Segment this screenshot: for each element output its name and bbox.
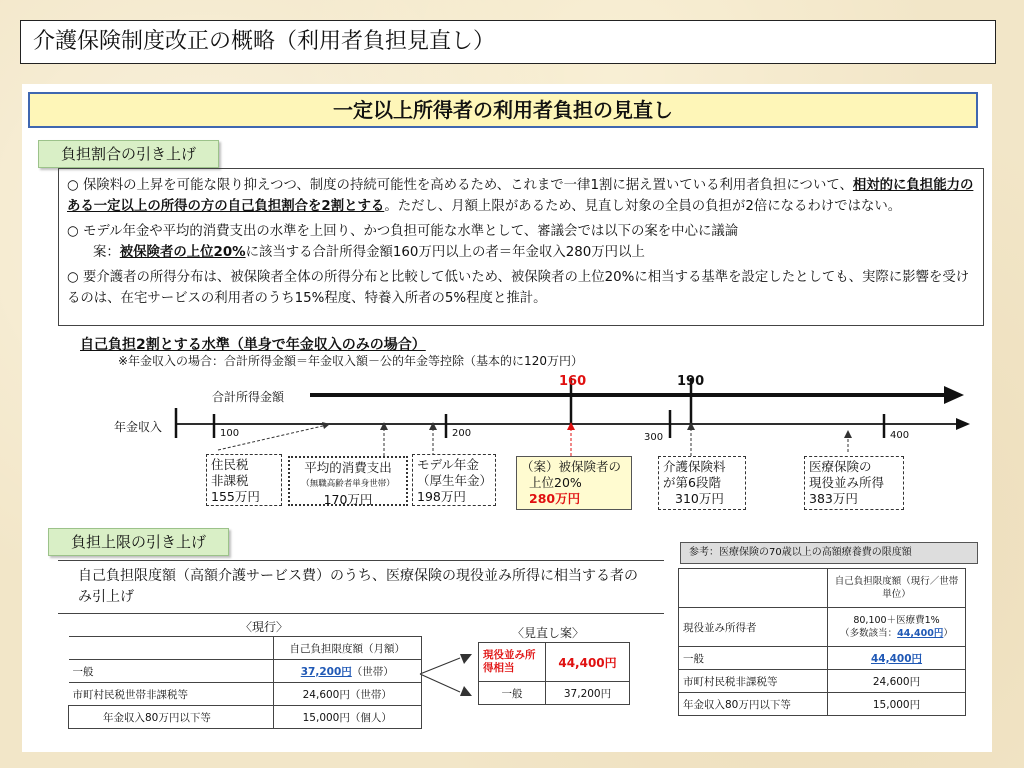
current-row-value: 24,600円（世帯） [273,683,422,706]
reference-caption: 参考：医療保険の70歳以上の高額療養費の限度額 [680,542,978,564]
reference-general-value: 44,400円 [870,652,923,665]
reference-row-label: 一般 [679,647,828,670]
box-medical-active-l1: 医療保険の [809,459,872,474]
box-avg-consumption [288,456,408,506]
tick-label-100: 100 [220,428,240,439]
reference-active-value1: 80,100＋医療費1% [853,615,940,626]
review-row-label: 現役並み所得相当 [479,643,546,682]
box-model-pension-l2: （厚生年金） [417,473,493,488]
arrow-head-1 [460,654,472,664]
bullet-1-underlined: 相対的に負担能力のある一定以上の所得の方の自己負担割合を2割とする [67,178,974,214]
reference-row-value [828,647,966,670]
review-table [478,642,630,705]
tick-label-200: 200 [452,428,472,439]
reference-row-label: 年金収入80万円以下等 [679,693,828,716]
box-resident-tax [206,454,282,506]
bullet-2-line1: ○ モデル年金や平均的消費支出の水準を上回り、かつ負担可能な水準として、審議会では以下の案を中心に議論 [67,224,739,239]
table-cell [679,569,828,608]
proposal-prefix: 案： [93,245,120,260]
connector-383-arrow [844,430,852,438]
box-medical-active [804,456,904,510]
table-row [679,647,966,670]
table-row [69,706,422,729]
box-resident-tax-l3: 155万円 [211,489,260,504]
current-row-value: 15,000円（個人） [273,706,422,729]
tick-label-400: 400 [890,430,910,441]
box-avg-consumption-l3: 170万円 [323,492,373,507]
box-model-pension [412,454,496,506]
bullet-1-post: 。ただし、月額上限があるため、見直し対象の全員の負担が2倍になるわけではない。 [384,199,902,214]
reference-active-value2 [832,627,961,640]
banner-heading: 一定以上所得者の利用者負担の見直し [28,92,978,128]
review-row-label: 一般 [479,682,546,705]
current-general-value: 37,200円 [300,665,352,678]
section-tag-ratio: 負担割合の引き上げ [38,140,219,168]
box-resident-tax-l2: 非課税 [211,473,249,488]
pension-axis-arrowhead [956,418,970,430]
reference-active-pre: （多数該当： [840,628,898,639]
review-table-caption: 〈見直し案〉 [512,626,585,640]
current-row-label: 市町村民税世帯非課税等 [69,683,274,706]
income-axis-label: 合計所得金額 [212,390,285,404]
scale-heading: 自己負担2割とする水準（単身で年金収入のみの場合） [80,337,426,353]
reference-header: 自己負担限度額（現行／世帯単位） [828,569,966,608]
pension-axis-label: 年金収入 [114,420,163,434]
current-table-caption: 〈現行〉 [240,620,289,634]
box-care-premium-l3: 310万円 [675,491,724,506]
box-proposal-l1: （案）被保険者の [521,459,622,474]
box-model-pension-l1: モデル年金 [417,457,479,472]
box-medical-active-l2: 現役並み所得 [809,475,885,490]
scale-note: ※年金収入の場合：合計所得金額＝年金収入額－公的年金等控除（基本的に120万円） [118,354,583,368]
mark-190-label: 190 [677,374,705,389]
table-row [679,608,966,647]
reference-row-label: 現役並み所得者 [679,608,828,647]
table-row [679,569,966,608]
box-proposal-l3: 280万円 [529,491,581,506]
proposal-underlined: 被保険者の上位20% [119,245,246,260]
review-row-value: 44,400円 [546,643,630,682]
reference-active-bold: 44,400円 [897,628,944,639]
table-cell [69,637,274,660]
box-avg-consumption-l1: 平均的消費支出 [304,460,392,475]
box-care-premium-l2: が第6段階 [663,475,721,490]
limit-description: 自己負担限度額（高額介護サービス費）のうち、医療保険の現役並み所得に相当する者のみ引上げ [58,560,664,614]
review-row-value: 37,200円 [546,682,630,705]
box-proposal [516,456,632,510]
reference-row-value [828,608,966,647]
content-panel [22,84,992,752]
table-row [679,693,966,716]
current-row-label: 一般 [69,660,274,683]
table-row [69,683,422,706]
arrow-head-2 [460,686,472,696]
slide-title: 介護保険制度改正の概略（利用者負担見直し） [20,20,996,64]
reference-row-value: 15,000円 [828,693,966,716]
arrow-to-review-2 [420,674,460,692]
bullet-3: ○ 要介護者の所得分布は、被保険者全体の所得分布と比較して低いため、被保険者の上位20%に相当する基準を設定したとしても、実際に影響を受けるのは、在宅サービスの利用者のうち15%程度、特養入所者の5%程度と推計。 [67,270,970,306]
reference-row-label: 市町村民税非課税等 [679,670,828,693]
arrow-to-review-1 [420,658,460,674]
current-row-label: 年金収入80万円以下等 [69,706,274,729]
reference-table [678,568,966,716]
box-care-premium-l1: 介護保険料 [663,459,726,474]
box-care-premium [658,456,746,510]
box-medical-active-l3: 383万円 [809,491,858,506]
reference-row-value: 24,600円 [828,670,966,693]
table-row [479,682,630,705]
box-avg-consumption-l2: （無職高齢者単身世帯） [301,479,395,489]
reference-active-post: ） [943,628,953,639]
table-row [69,660,422,683]
table-row [479,643,630,682]
connector-155-arrow [322,422,330,429]
table-row [679,670,966,693]
mark-160-label: 160 [559,374,587,389]
box-proposal-l2: 上位20% [529,475,582,490]
current-row-value [273,660,422,683]
current-table-header: 自己負担限度額（月額） [273,637,422,660]
income-axis-arrowhead [944,386,964,404]
bullet-1-pre: ○ 保険料の上昇を可能な限り抑えつつ、制度の持続可能性を高めるため、これまで一律1割に据え置いている利用者負担について、 [67,178,853,193]
box-resident-tax-l1: 住民税 [211,457,249,472]
current-general-unit: （世帯） [351,665,394,678]
section-tag-limit: 負担上限の引き上げ [48,528,229,556]
box-model-pension-l3: 198万円 [417,489,466,504]
proposal-post: に該当する合計所得金額160万円以上の者＝年金収入280万円以上 [245,245,645,260]
tick-label-300: 300 [644,432,664,443]
current-table [68,636,422,729]
table-row [69,637,422,660]
